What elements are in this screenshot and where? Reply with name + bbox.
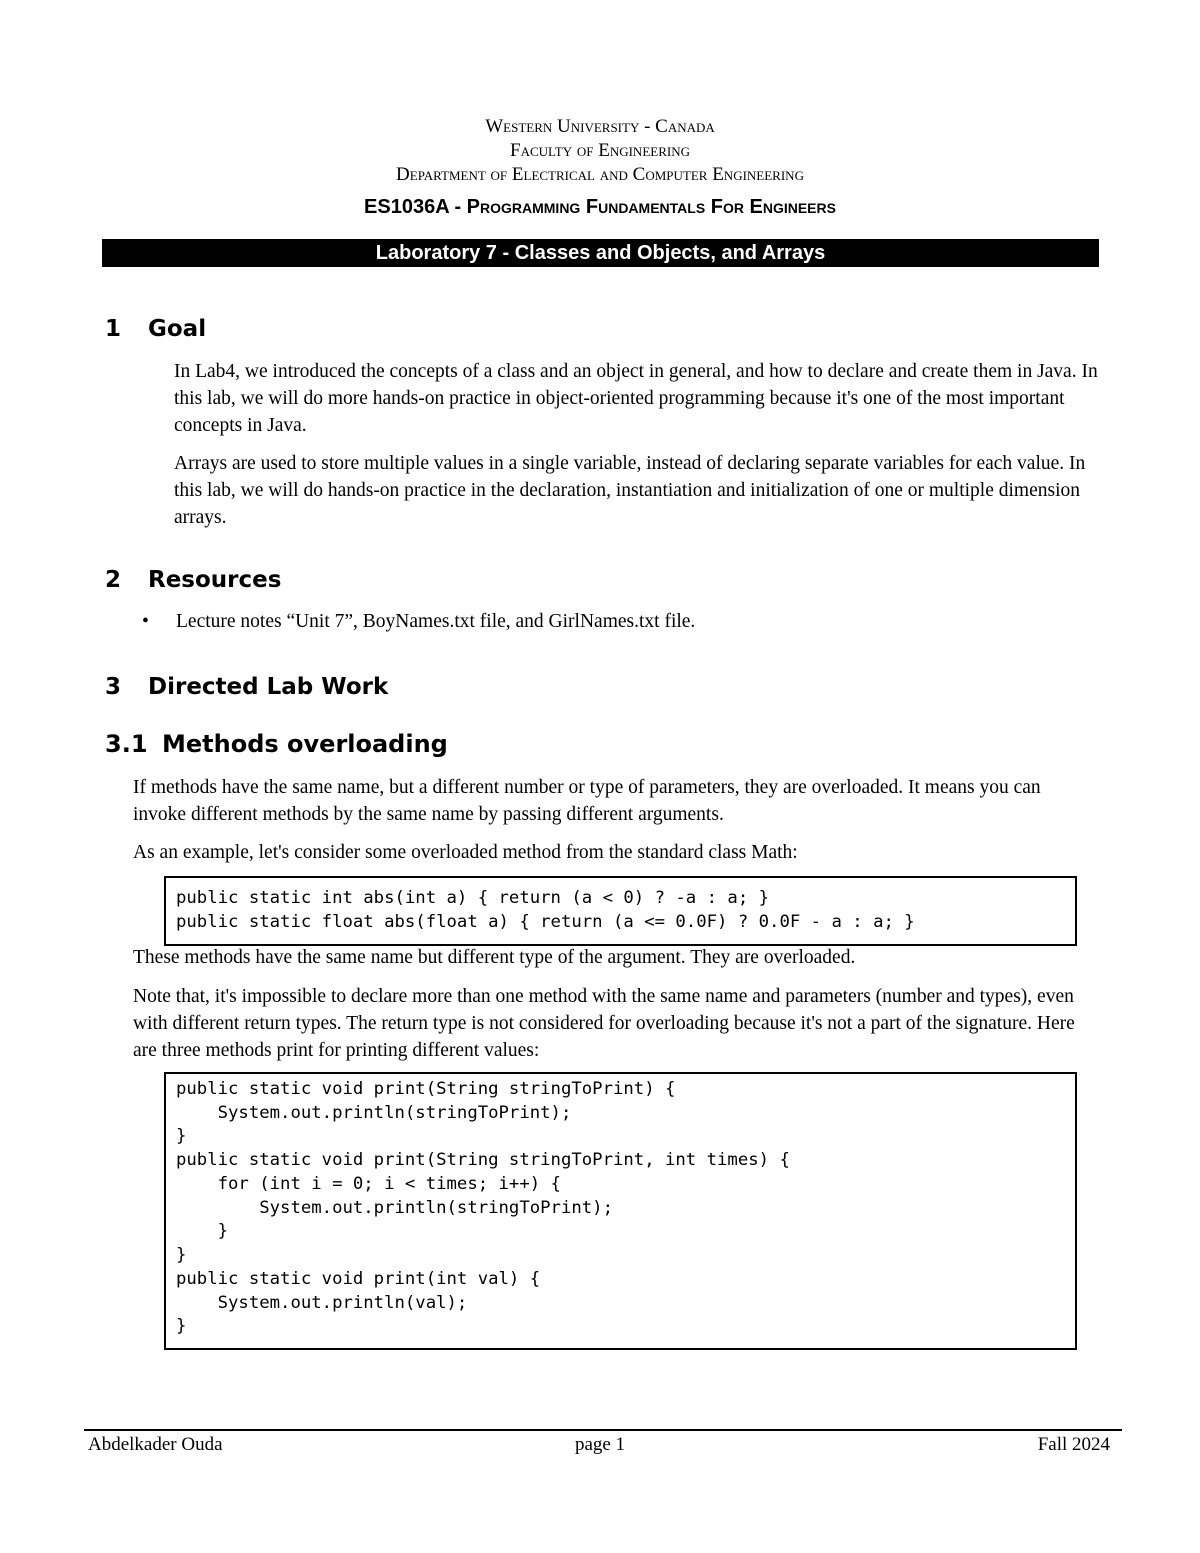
- overloading-paragraph-3: These methods have the same name but different type of the argument. They are overloaded.: [133, 947, 856, 968]
- faculty-name: Faculty of Engineering: [510, 140, 690, 161]
- section-directed-heading: [105, 674, 605, 706]
- resource-text: Lecture notes “Unit 7”, BoyNames.txt file, and GirlNames.txt file.: [176, 611, 696, 632]
- section-goal-heading: [105, 316, 505, 348]
- footer-page-number: page 1: [574, 1434, 626, 1455]
- section-title: Goal: [148, 316, 207, 342]
- section-number: 3: [105, 674, 122, 700]
- section-title: Methods overloading: [162, 730, 448, 758]
- code-line: for (int i = 0; i < times; i++) {: [176, 1174, 561, 1194]
- code-block-abs: [164, 876, 1077, 946]
- code-line: }: [176, 1316, 187, 1336]
- overloading-paragraph-4: Note that, it's impossible to declare more than one method with the same name and parameters (number and types), even with different return types. The return type is not considered for overloading because it's not a part of the signature. Here are three methods print for printing different values:: [133, 986, 1075, 1061]
- university-name: Western University - Canada: [485, 116, 715, 137]
- resources-list-item: [142, 611, 1092, 639]
- goal-paragraph-2: Arrays are used to store multiple values in a single variable, instead of declaring separate variables for each value. In this lab, we will do hands-on practice in the declaration, instantiation and initialization of one or multiple dimension arrays.: [174, 453, 1086, 528]
- goal-paragraph-1: In Lab4, we introduced the concepts of a class and an object in general, and how to declare and create them in Java. In this lab, we will do more hands-on practice in object-oriented programming because it's one of the most important concepts in Java.: [174, 361, 1098, 436]
- footer-term: Fall 2024: [1037, 1434, 1110, 1455]
- overloading-paragraph-1: If methods have the same name, but a different number or type of parameters, they are overloaded. It means you can invoke different methods by the same name by passing different arguments.: [133, 777, 1041, 825]
- code-line: public static void print(String stringToPrint) {: [176, 1079, 676, 1099]
- section-number: 3.1: [105, 730, 148, 758]
- code-line: public static void print(String stringToPrint, int times) {: [176, 1150, 790, 1170]
- code-line: public static int abs(int a) { return (a < 0) ? -a : a; }: [176, 888, 770, 908]
- code-line: System.out.println(stringToPrint);: [176, 1103, 572, 1123]
- section-overloading-heading: [105, 730, 605, 764]
- code-line: }: [176, 1221, 229, 1241]
- course-title: ES1036A - Programming Fundamentals For Engineers: [364, 196, 836, 218]
- section-resources-heading: [105, 567, 505, 599]
- code-line: }: [176, 1126, 187, 1146]
- lab-title-banner: Laboratory 7 - Classes and Objects, and Arrays: [102, 239, 1099, 267]
- section-title: Resources: [148, 567, 282, 593]
- section-number: 1: [105, 316, 122, 342]
- code-line: public static void print(int val) {: [176, 1269, 541, 1289]
- footer-author: Abdelkader Ouda: [88, 1434, 223, 1455]
- code-line: public static float abs(float a) { return (a <= 0.0F) ? 0.0F - a : a; }: [176, 912, 915, 932]
- code-line: }: [176, 1245, 187, 1265]
- section-title: Directed Lab Work: [148, 674, 389, 700]
- footer-divider: [84, 1429, 1122, 1431]
- overloading-paragraph-2: As an example, let's consider some overloaded method from the standard class Math:: [133, 842, 798, 863]
- code-line: System.out.println(val);: [176, 1293, 468, 1313]
- bullet-icon: •: [142, 611, 149, 632]
- department-name: Department of Electrical and Computer Engineering: [396, 164, 804, 185]
- code-line: System.out.println(stringToPrint);: [176, 1198, 613, 1218]
- code-block-print: [164, 1072, 1077, 1350]
- section-number: 2: [105, 567, 122, 593]
